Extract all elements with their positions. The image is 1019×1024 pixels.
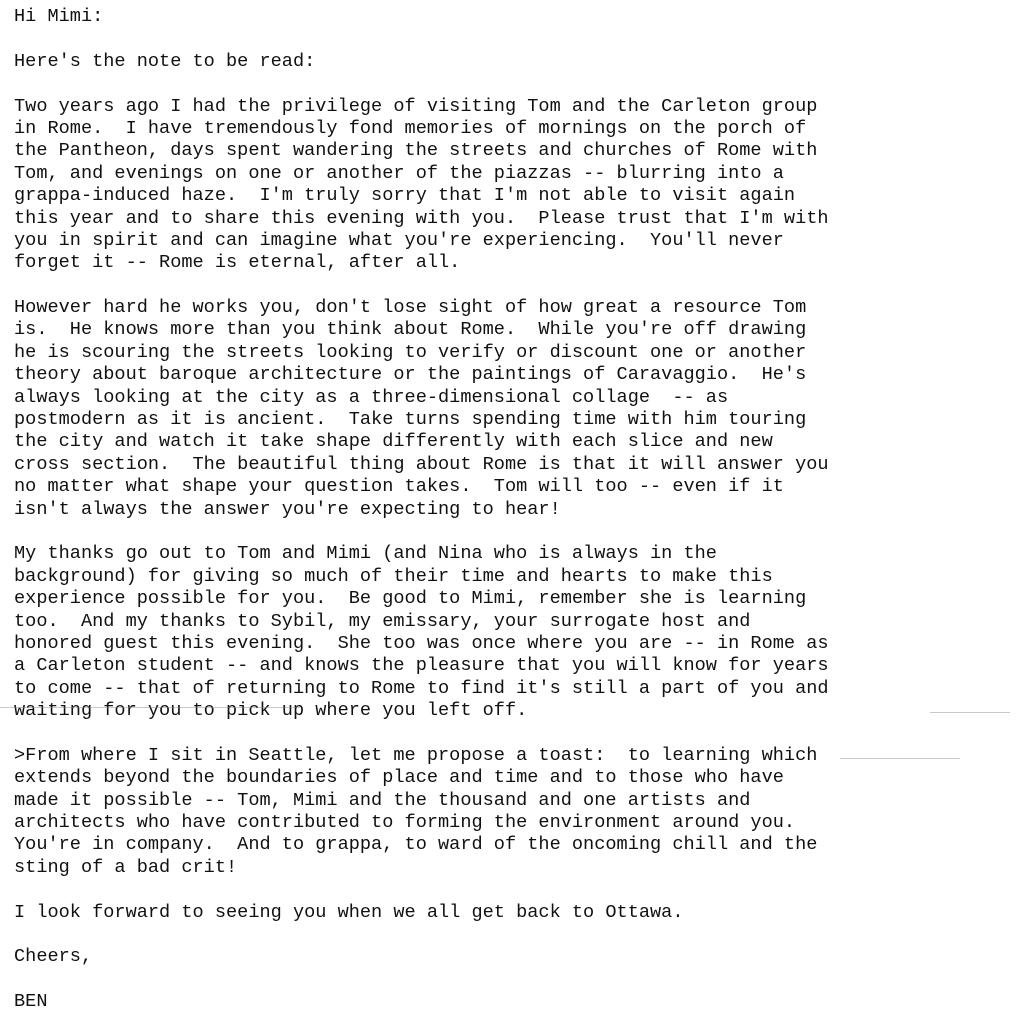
scan-artifact [930,712,1010,713]
paragraph-1 [14,96,1014,275]
text-line: a Carleton student -- and knows the pleasure that you will know for years [14,655,829,677]
text-line: waiting for you to pick up where you left off. [14,700,528,722]
text-line: isn't always the answer you're expecting to hear! [14,498,561,520]
text-line: is. He knows more than you think about Rome. While you're off drawing [14,319,807,341]
text-line: the city and watch it take shape differently with each slice and new [14,431,773,453]
scan-artifact [840,758,960,759]
text-line: experience possible for you. Be good to Mimi, remember she is learning [14,588,807,610]
scan-artifact [0,707,300,708]
text-line: you in spirit and can imagine what you're experiencing. You'll never [14,229,784,251]
text-line: Tom, and evenings on one or another of the piazzas -- blurring into a [14,162,784,184]
text-line: in Rome. I have tremendously fond memories of mornings on the porch of [14,117,807,139]
paragraph-3 [14,543,1014,722]
letter-body [14,6,1014,1014]
text-line: no matter what shape your question takes. Tom will too -- even if it [14,476,784,498]
text-line: sting of a bad crit! [14,856,238,878]
text-line: this year and to share this evening with you. Please trust that I'm with [14,207,829,229]
text-line: to come -- that of returning to Rome to find it's still a part of you and [14,677,829,699]
text-line: extends beyond the boundaries of place and time and to those who have [14,767,784,789]
greeting: Hi Mimi: [14,6,104,27]
text-line: honored guest this evening. She too was once where you are -- in Rome as [14,632,829,654]
text-line: background) for giving so much of their time and hearts to make this [14,565,773,587]
text-line: too. And my thanks to Sybil, my emissary, your surrogate host and [14,610,751,632]
text-line: My thanks go out to Tom and Mimi (and Nina who is always in the [14,543,717,565]
text-line: grappa-induced haze. I'm truly sorry that I'm not able to visit again [14,185,796,207]
text-line: cross section. The beautiful thing about Rome is that it will answer you [14,453,829,475]
text-line: the Pantheon, days spent wandering the streets and churches of Rome with [14,140,818,162]
text-line: architects who have contributed to forming the environment around you. [14,812,796,834]
text-line: You're in company. And to grappa, to ward of the oncoming chill and the [14,834,818,856]
paragraph-2 [14,297,1014,521]
paragraph-4 [14,745,1014,879]
text-line: However hard he works you, don't lose sight of how great a resource Tom [14,297,807,319]
text-line: >From where I sit in Seattle, let me propose a toast: to learning which [14,744,818,766]
text-line: he is scouring the streets looking to verify or discount one or another [14,341,807,363]
text-line: theory about baroque architecture or the paintings of Caravaggio. He's [14,364,807,386]
text-line: forget it -- Rome is eternal, after all. [14,252,461,274]
text-line: always looking at the city as a three-dimensional collage -- as [14,386,729,408]
text-line: Two years ago I had the privilege of visiting Tom and the Carleton group [14,95,818,117]
closing-line: I look forward to seeing you when we all get back to Ottawa. [14,901,684,923]
text-line: postmodern as it is ancient. Take turns spending time with him touring [14,409,807,431]
text-line: made it possible -- Tom, Mimi and the thousand and one artists and [14,789,751,811]
signoff: Cheers, [14,946,93,968]
signature: BEN [14,991,48,1013]
intro-line: Here's the note to be read: [14,50,316,72]
